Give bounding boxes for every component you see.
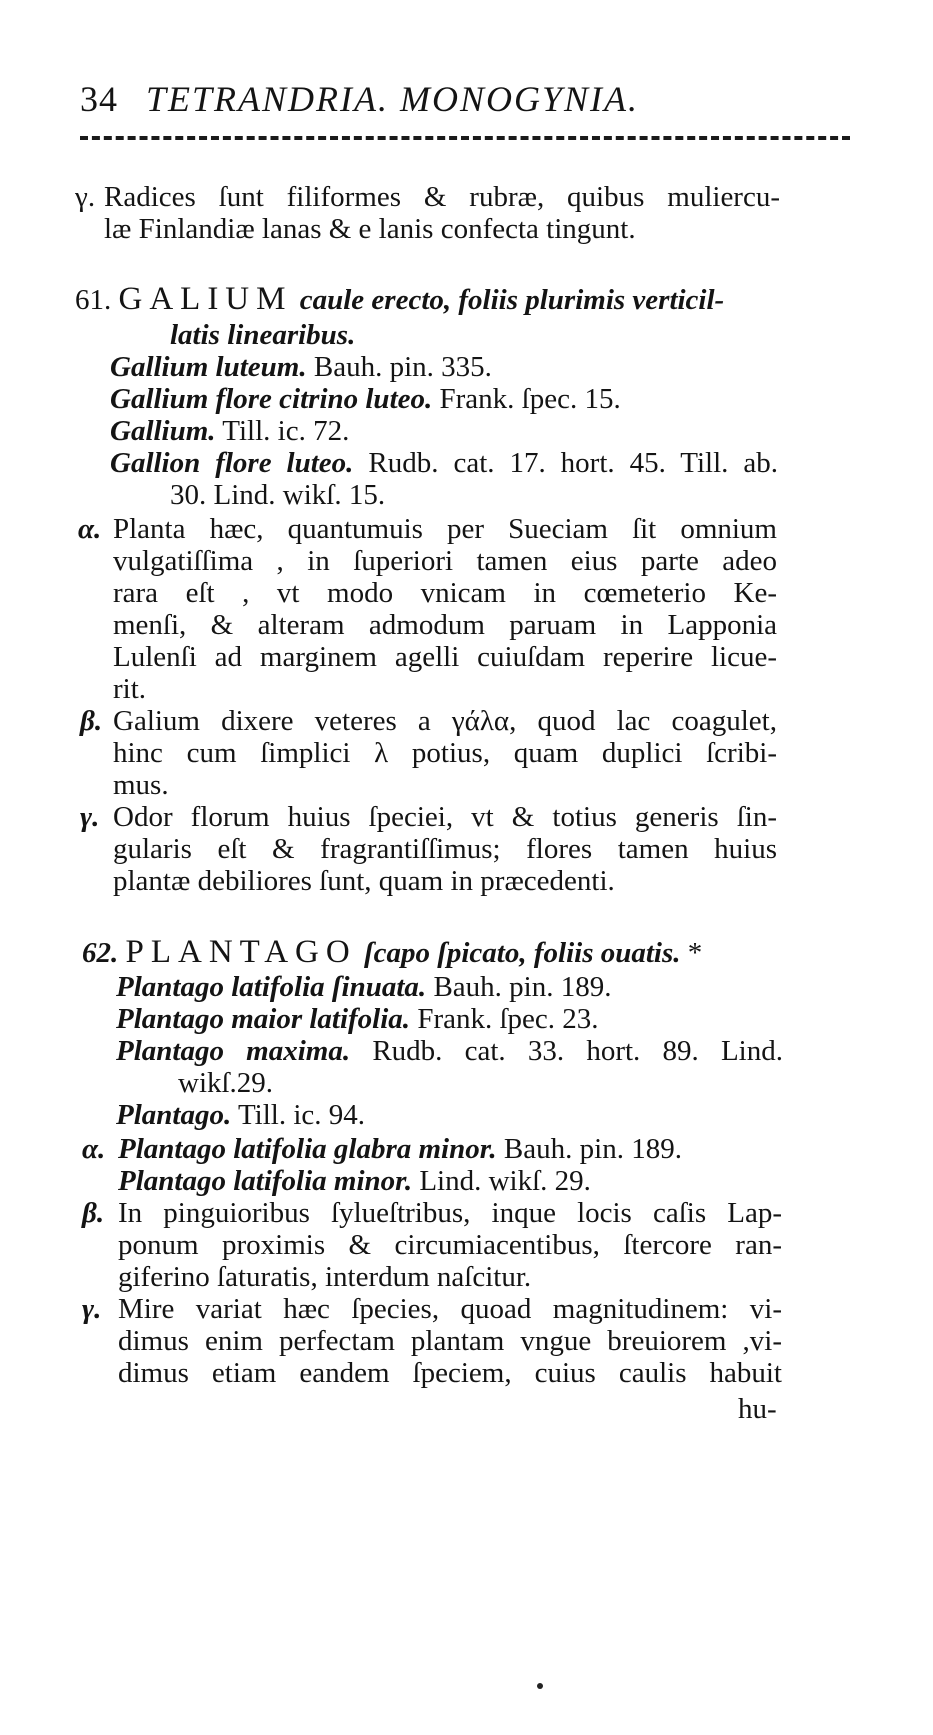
plantago-beta-marker: β. [82, 1197, 105, 1229]
galium-alpha-marker: α. [78, 513, 102, 545]
plantago-number: 62. [82, 937, 119, 969]
note-line-1: Radices ſunt filiformes & rubræ, quibus muliercu- [104, 181, 780, 213]
plantago-star: * [687, 937, 703, 969]
plantago-gamma-line: dimus enim perfectam plantam vngue breuiorem ,vi- [118, 1325, 782, 1357]
plantago-variety: Plantago latifolia minor. Lind. wikſ. 29. [118, 1165, 591, 1197]
note-line-2: læ Finlandiæ lanas & e lanis confecta tingunt. [104, 213, 636, 245]
galium-synonym: Gallium. Till. ic. 72. [110, 415, 350, 447]
plantago-beta-line: In pinguioribus ſylueſtribus, inque locis caſis Lap- [118, 1197, 782, 1229]
plantago-alpha-marker: α. [82, 1133, 106, 1165]
running-head [80, 78, 860, 120]
plantago-gamma-line: dimus etiam eandem ſpeciem, cuius caulis habuit [118, 1357, 782, 1389]
galium-alpha-line: Planta hæc, quantumuis per Sueciam ſit omnium [113, 513, 777, 545]
galium-genus: GALIUM [118, 281, 293, 317]
galium-synonym: Gallion flore luteo. Rudb. cat. 17. hort. 45. Till. ab. [110, 447, 779, 479]
galium-beta-line: hinc cum ſimplici λ potius, quam duplici ſcribi- [113, 737, 777, 769]
galium-synonym: Gallium flore citrino luteo. Frank. ſpec. 15. [110, 383, 621, 415]
galium-synonym: Gallium luteum. Bauh. pin. 335. [110, 351, 492, 383]
plantago-synonym-cont: wikſ.29. [178, 1067, 274, 1099]
galium-entry-heading [75, 282, 724, 317]
plantago-entry-heading [82, 935, 702, 970]
galium-alpha-line: menſi, & alteram admodum paruam in Lapponia [113, 609, 777, 641]
galium-beta-line: Galium dixere veteres a γάλα, quod lac coagulet, [113, 705, 777, 737]
running-title: TETRANDRIA. MONOGYNIA. [146, 79, 639, 119]
plantago-gamma-marker: γ. [82, 1293, 102, 1325]
note-marker: γ. [75, 181, 96, 213]
plantago-synonym: Plantago. Till. ic. 94. [116, 1099, 365, 1131]
galium-gamma-line: gularis eſt & fragrantiſſimus; flores tamen huius [113, 833, 777, 865]
galium-number: 61. [75, 284, 112, 316]
galium-alpha-line: Lulenſi ad marginem agelli cuiuſdam reperire licue- [113, 641, 777, 673]
galium-gamma-line: plantæ debiliores ſunt, quam in præcedenti. [113, 865, 615, 897]
galium-gamma-line: Odor florum huius ſpeciei, vt & totius generis ſin- [113, 801, 777, 833]
galium-diagnosis-2: latis linearibus. [170, 319, 356, 351]
plantago-variety: Plantago latifolia glabra minor. Bauh. pin. 189. [118, 1133, 682, 1165]
plantago-beta-line: giferino ſaturatis, interdum naſcitur. [118, 1261, 532, 1293]
plantago-synonym: Plantago latifolia ſinuata. Bauh. pin. 189. [116, 971, 612, 1003]
catchword: hu- [738, 1393, 777, 1425]
printer-dot [537, 1683, 543, 1689]
page-number: 34 [80, 79, 118, 119]
galium-synonym-cont: 30. Lind. wikſ. 15. [170, 479, 386, 511]
galium-alpha-line: vulgatiſſima , in ſuperiori tamen eius parte adeo [113, 545, 777, 577]
galium-beta-line: mus. [113, 769, 169, 801]
galium-gamma-marker: γ. [80, 801, 100, 833]
galium-diagnosis-1: caule erecto, foliis plurimis verticil- [299, 284, 725, 316]
galium-beta-marker: β. [80, 705, 103, 737]
plantago-genus: PLANTAGO [125, 934, 357, 970]
plantago-synonym: Plantago maior latifolia. Frank. ſpec. 23. [116, 1003, 599, 1035]
plantago-beta-line: ponum proximis & circumiacentibus, ſtercore ran- [118, 1229, 782, 1261]
header-rule [80, 136, 850, 140]
plantago-gamma-line: Mire variat hæc ſpecies, quoad magnitudinem: vi- [118, 1293, 782, 1325]
galium-alpha-line: rit. [113, 673, 147, 705]
galium-alpha-line: rara eſt , vt modo vnicam in cœmeterio Ke- [113, 577, 777, 609]
plantago-synonym: Plantago maxima. Rudb. cat. 33. hort. 89. Lind. [116, 1035, 783, 1067]
plantago-diagnosis: ſcapo ſpicato, foliis ouatis. [363, 937, 681, 969]
